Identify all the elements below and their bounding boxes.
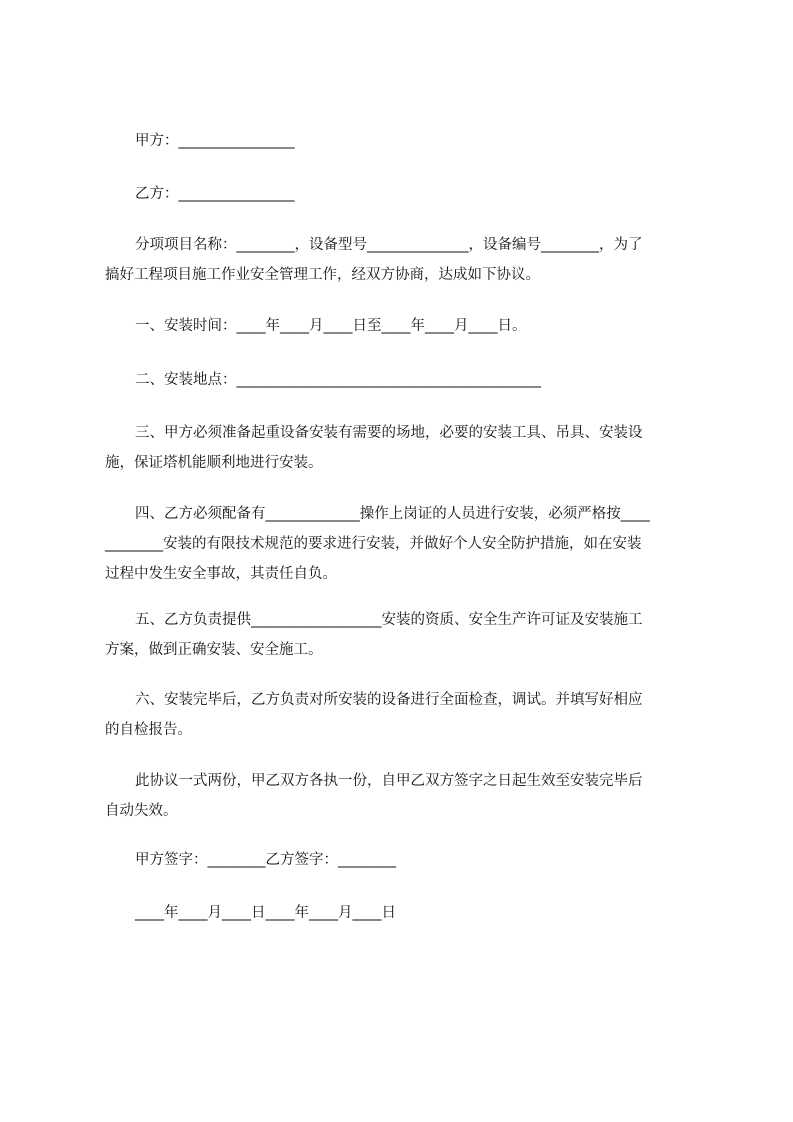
clause-6-line-2: 的自检报告。 (105, 722, 192, 738)
validity-line-1: 此协议一式两份，甲乙双方各执一份，自甲乙双方签字之日起生效至安装完毕后 (135, 773, 643, 789)
clause-3-line-2: 施，保证塔机能顺利地进行安装。 (105, 455, 323, 471)
intro-paragraph (105, 230, 703, 290)
clause-5-paragraph (105, 605, 703, 665)
signature-line: 甲方签字：________乙方签字：________ (135, 852, 396, 868)
clause-3-line-1: 三、甲方必须准备起重设备安装有需要的场地，必要的安装工具、吊具、安装设 (135, 425, 643, 441)
clause-1-install-time: 一、安装时间：____年____月____日至____年____月____日。 (135, 318, 527, 334)
validity-line-2: 自动失效。 (105, 803, 178, 819)
intro-line-2: 搞好工程项目施工作业安全管理工作，经双方协商，达成如下协议。 (105, 267, 540, 283)
signature-date-line: ____年____月____日____年____月____日 (135, 905, 396, 921)
clause-4-line-3: 过程中发生安全事故，其责任自负。 (105, 566, 337, 582)
clause-4-paragraph (105, 499, 703, 589)
clause-3-paragraph (105, 418, 703, 478)
clause-5-line-2: 方案，做到正确安装、安全施工。 (105, 642, 323, 658)
validity-paragraph (105, 766, 703, 826)
clause-4-line-2: ________安装的有限技术规范的要求进行安装，并做好个人安全防护措施，如在安装 (105, 536, 642, 552)
party-b-line: 乙方：________________ (135, 186, 295, 202)
clause-6-paragraph (105, 685, 703, 745)
clause-5-line-1: 五、乙方负责提供__________________安装的资质、安全生产许可证及安装施工 (135, 612, 643, 628)
clause-6-line-1: 六、安装完毕后，乙方负责对所安装的设备进行全面检查，调试。并填写好相应 (135, 692, 643, 708)
party-a-line: 甲方：________________ (135, 133, 295, 149)
clause-4-line-1: 四、乙方必须配备有_____________操作上岗证的人员进行安装，必须严格按____ (135, 506, 650, 522)
intro-line-1: 分项项目名称：________，设备型号______________，设备编号________，为了 (135, 237, 643, 253)
clause-2-install-location: 二、安装地点：__________________________________________ (135, 372, 541, 388)
